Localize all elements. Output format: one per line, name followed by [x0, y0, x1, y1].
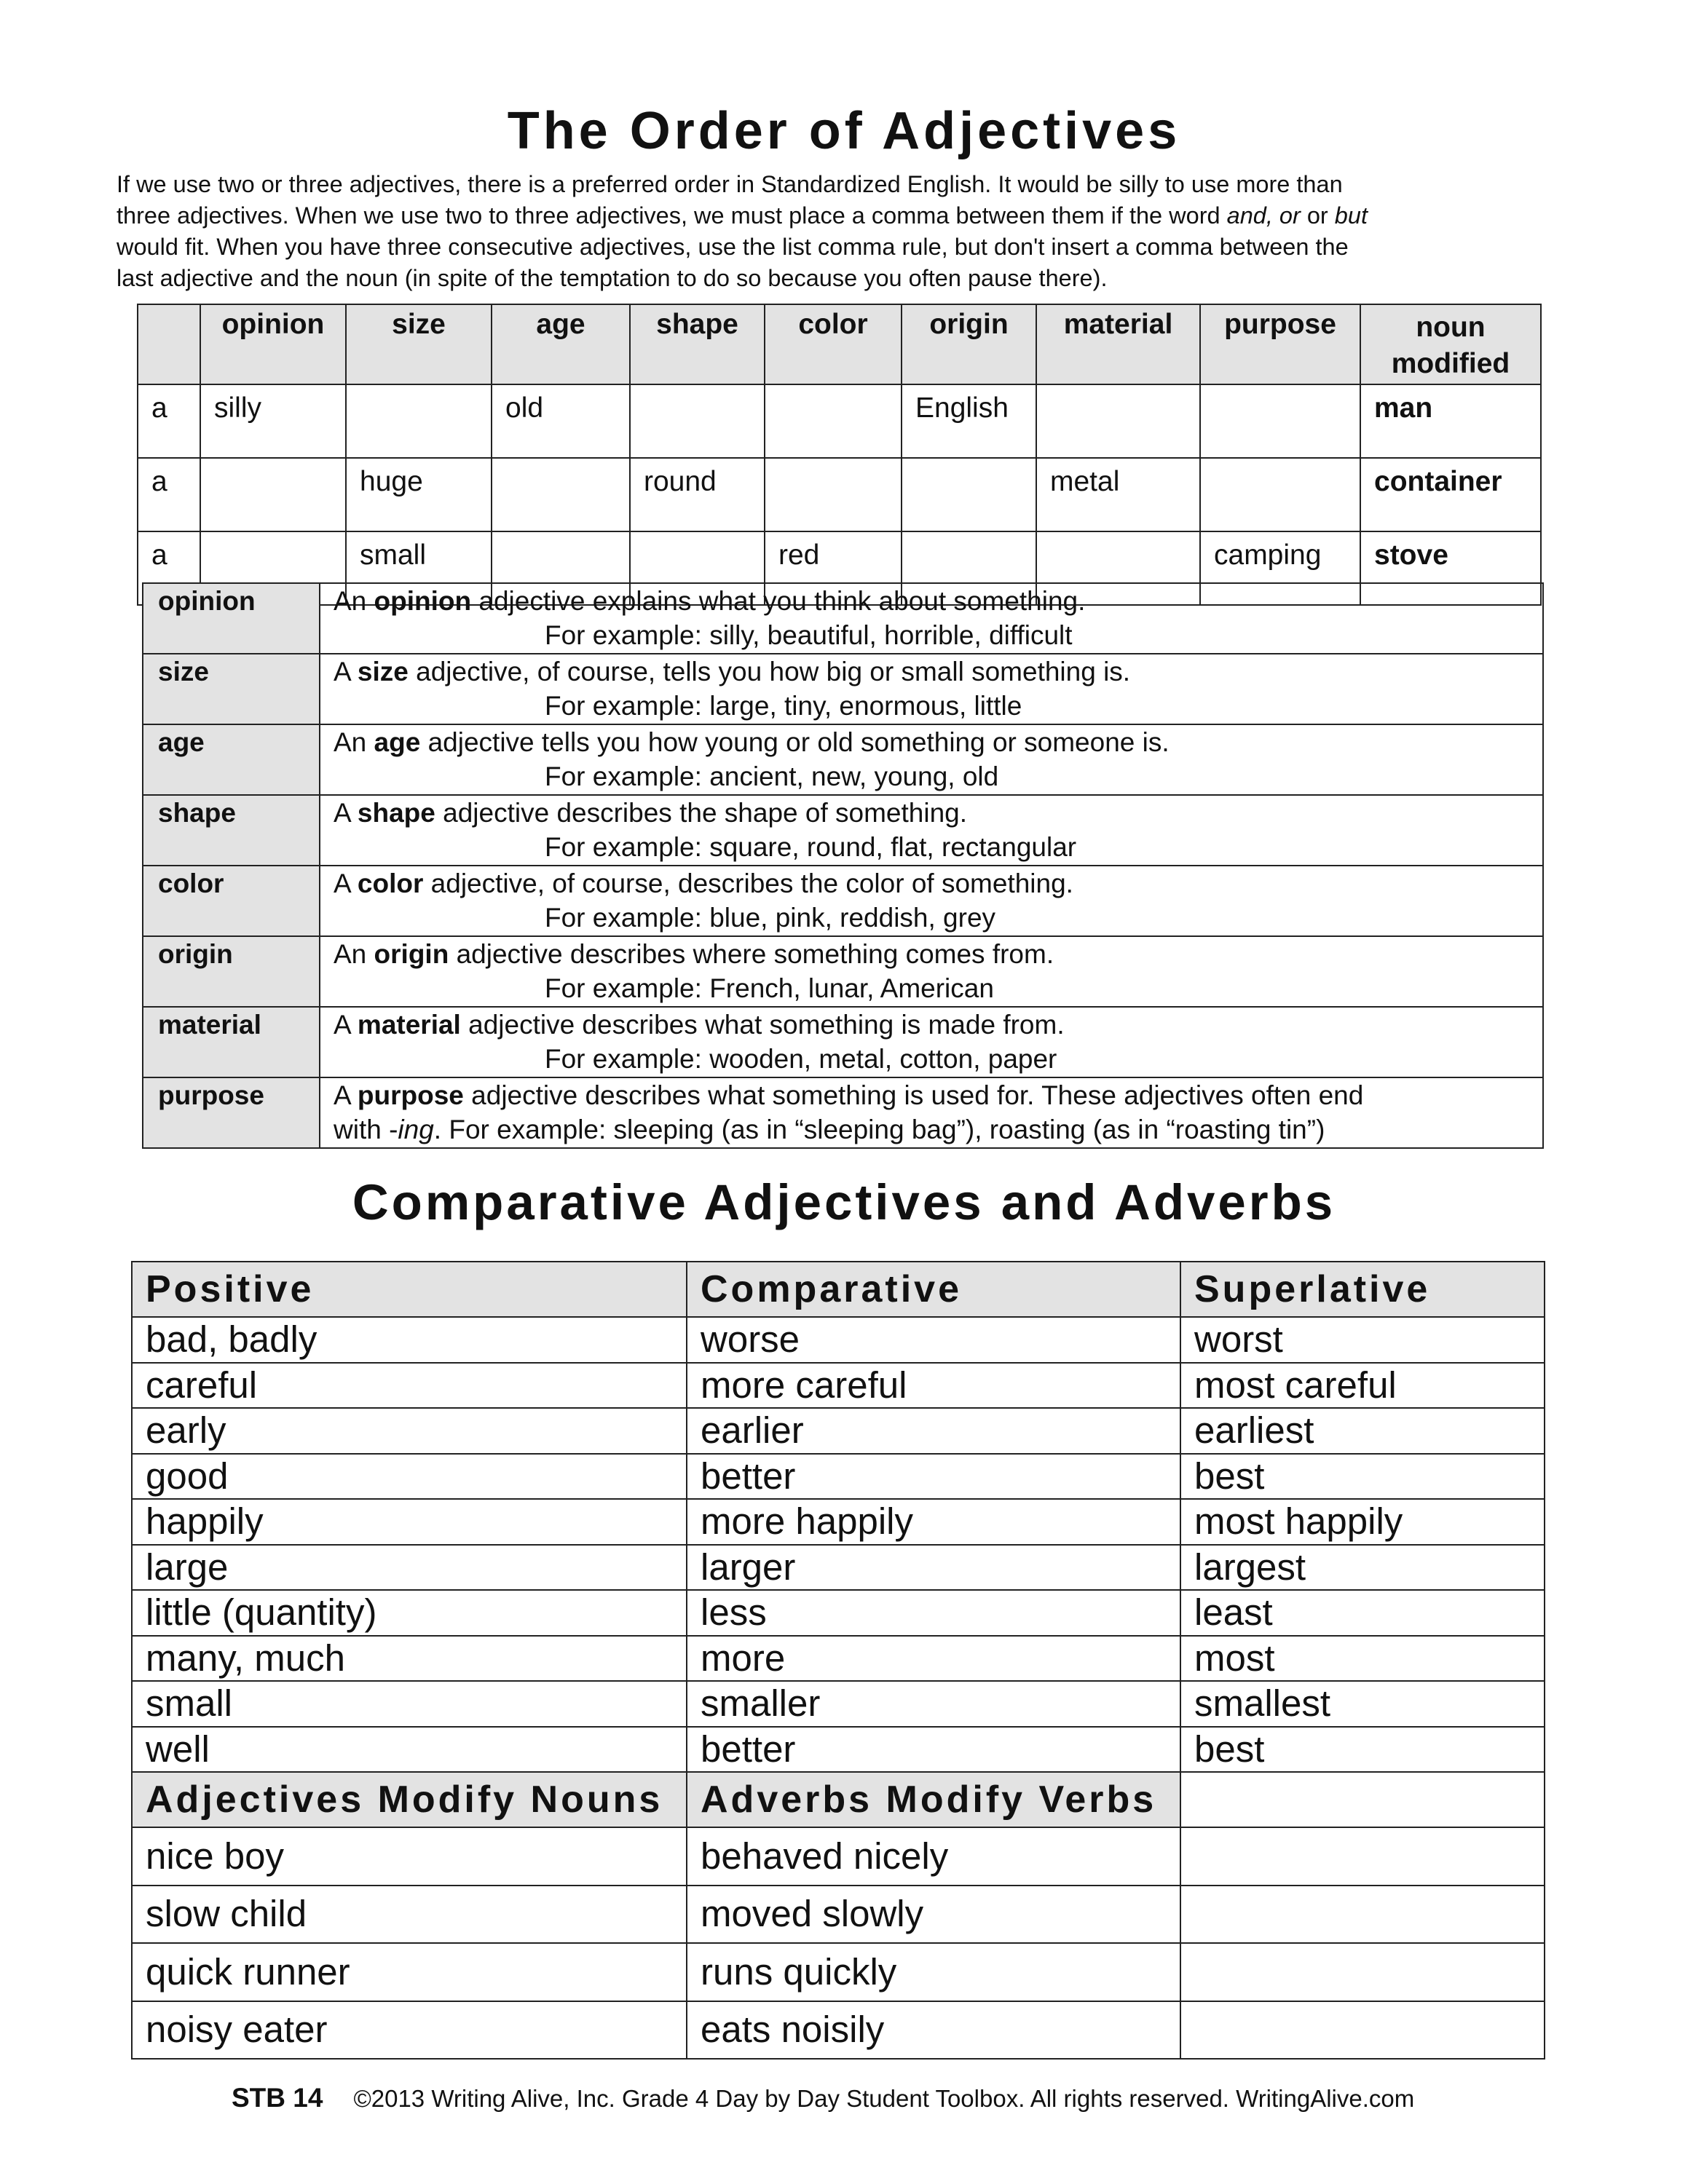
- comparative-row: [132, 1545, 1545, 1591]
- comparative-cell: smaller: [687, 1681, 1180, 1727]
- order-cell: English: [902, 384, 1036, 458]
- order-cell: camping: [1200, 531, 1360, 605]
- order-header-purpose: purpose: [1200, 304, 1360, 384]
- definition-row: [143, 583, 1543, 654]
- comparative-row: [132, 1590, 1545, 1636]
- intro-italic-and-or: and, or: [1226, 202, 1301, 229]
- definition-word: origin: [374, 939, 449, 969]
- definition-word: purpose: [357, 1080, 464, 1110]
- header-comparative: Comparative: [687, 1262, 1180, 1317]
- definition-example: For example: wooden, metal, cotton, paper: [545, 1044, 1057, 1074]
- definition-row: [143, 1007, 1543, 1077]
- definition-pre: A: [334, 657, 358, 687]
- adjective-definitions-table: [142, 582, 1544, 1149]
- comparative-row: [132, 1363, 1545, 1409]
- definition-row: [143, 866, 1543, 936]
- definition-pre: A: [334, 798, 358, 828]
- intro-line-1: If we use two or three adjectives, there is a preferred order in Standardized English. It would be silly to use more than: [117, 171, 1343, 197]
- definition-line2-italic: ing: [398, 1115, 434, 1144]
- comparative-cell: more careful: [687, 1363, 1180, 1409]
- header-adverbs-modify-verbs: Adverbs Modify Verbs: [687, 1772, 1180, 1827]
- comparative-cell: worse: [687, 1317, 1180, 1363]
- order-cell: [200, 458, 346, 531]
- comparative-row: [132, 1727, 1545, 1773]
- definition-pre: An: [334, 939, 374, 969]
- order-cell: [492, 458, 630, 531]
- definition-text: [320, 583, 1543, 654]
- order-row: [138, 458, 1541, 531]
- adverb-example: behaved nicely: [687, 1827, 1180, 1886]
- order-cell: round: [630, 458, 765, 531]
- comparative-cell: less: [687, 1590, 1180, 1636]
- definition-text: [320, 936, 1543, 1007]
- order-header-shape: shape: [630, 304, 765, 384]
- page-footer: [232, 2082, 1414, 2115]
- order-header-color: color: [765, 304, 902, 384]
- order-cell-noun: container: [1360, 458, 1541, 531]
- empty-cell: [1180, 1886, 1545, 1944]
- order-cell: [902, 458, 1036, 531]
- comparative-table: [131, 1261, 1545, 2060]
- order-cell: [1200, 384, 1360, 458]
- intro-line-4: last adjective and the noun (in spite of the temptation to do so because you often pause there).: [117, 265, 1108, 291]
- comparative-cell: more happily: [687, 1499, 1180, 1545]
- definition-category: shape: [143, 795, 320, 866]
- adverb-example: runs quickly: [687, 1943, 1180, 2001]
- positive-cell: early: [132, 1408, 687, 1454]
- comparative-header-row: [132, 1262, 1545, 1317]
- definition-text: [320, 1077, 1543, 1148]
- modify-example-row: [132, 2001, 1545, 2060]
- definition-word: material: [357, 1010, 461, 1040]
- definition-text: [320, 1007, 1543, 1077]
- page-number: STB 14: [232, 2083, 323, 2113]
- definition-post: adjective, of course, tells you how big or small something is.: [408, 657, 1131, 687]
- definition-post: adjective explains what you think about something.: [471, 586, 1086, 616]
- intro-line-2: [117, 200, 1580, 232]
- definition-row: [143, 1077, 1543, 1148]
- adjective-example: nice boy: [132, 1827, 687, 1886]
- superlative-cell: earliest: [1180, 1408, 1545, 1454]
- definition-example: For example: French, lunar, American: [545, 973, 994, 1003]
- copyright-text: ©2013 Writing Alive, Inc. Grade 4 Day by Day Student Toolbox. All rights reserved. WritingAlive.com: [353, 2085, 1415, 2112]
- positive-cell: small: [132, 1681, 687, 1727]
- comparative-row: [132, 1636, 1545, 1682]
- order-cell: [765, 458, 902, 531]
- definition-word: color: [357, 869, 424, 898]
- order-header-article: [138, 304, 200, 384]
- adjective-order-table: [137, 304, 1542, 606]
- order-cell-noun: stove: [1360, 531, 1541, 605]
- positive-cell: bad, badly: [132, 1317, 687, 1363]
- order-cell: huge: [346, 458, 492, 531]
- definition-post: adjective tells you how young or old something or someone is.: [420, 727, 1170, 757]
- order-header-age: age: [492, 304, 630, 384]
- superlative-cell: best: [1180, 1727, 1545, 1773]
- comparative-cell: more: [687, 1636, 1180, 1682]
- order-row: [138, 384, 1541, 458]
- definition-text: [320, 795, 1543, 866]
- definition-text: [320, 724, 1543, 795]
- comparative-cell: earlier: [687, 1408, 1180, 1454]
- definition-pre: An: [334, 727, 374, 757]
- empty-cell: [1180, 1827, 1545, 1886]
- definition-example: For example: large, tiny, enormous, little: [545, 691, 1022, 721]
- order-cell: [1200, 458, 1360, 531]
- superlative-cell: worst: [1180, 1317, 1545, 1363]
- comparative-row: [132, 1454, 1545, 1500]
- definition-category: size: [143, 654, 320, 724]
- order-cell: [765, 384, 902, 458]
- definition-word: size: [357, 657, 409, 687]
- adjective-example: slow child: [132, 1886, 687, 1944]
- definition-row: [143, 795, 1543, 866]
- order-cell: a: [138, 458, 200, 531]
- empty-cell: [1180, 1772, 1545, 1827]
- definition-example: For example: blue, pink, reddish, grey: [545, 903, 996, 933]
- definition-word: age: [374, 727, 421, 757]
- empty-cell: [1180, 2001, 1545, 2060]
- comparative-cell: better: [687, 1727, 1180, 1773]
- section-title-comparative: Comparative Adjectives and Adverbs: [352, 1174, 1336, 1230]
- definition-pre: A: [334, 1080, 358, 1110]
- adjective-example: quick runner: [132, 1943, 687, 2001]
- order-header-opinion: opinion: [200, 304, 346, 384]
- definition-category: opinion: [143, 583, 320, 654]
- intro-line-2-text: three adjectives. When we use two to three adjectives, we must place a comma between them if the word: [117, 202, 1227, 229]
- positive-cell: well: [132, 1727, 687, 1773]
- modify-example-row: [132, 1886, 1545, 1944]
- positive-cell: many, much: [132, 1636, 687, 1682]
- definition-category: purpose: [143, 1077, 320, 1148]
- definition-pre: An: [334, 586, 374, 616]
- page-title: The Order of Adjectives: [507, 102, 1181, 160]
- definition-row: [143, 936, 1543, 1007]
- superlative-cell: most: [1180, 1636, 1545, 1682]
- order-header-origin: origin: [902, 304, 1036, 384]
- definition-category: material: [143, 1007, 320, 1077]
- definition-category: color: [143, 866, 320, 936]
- definition-line2-pre: with -: [334, 1115, 398, 1144]
- superlative-cell: best: [1180, 1454, 1545, 1500]
- order-cell: [1036, 384, 1200, 458]
- definition-example: For example: ancient, new, young, old: [545, 761, 999, 791]
- definition-pre: A: [334, 1010, 358, 1040]
- definition-example: For example: square, round, flat, rectangular: [545, 832, 1077, 862]
- definition-word: shape: [357, 798, 435, 828]
- superlative-cell: least: [1180, 1590, 1545, 1636]
- comparative-row: [132, 1681, 1545, 1727]
- definition-post: adjective describes what something is made from.: [460, 1010, 1065, 1040]
- empty-cell: [1180, 1943, 1545, 2001]
- positive-cell: good: [132, 1454, 687, 1500]
- definition-row: [143, 654, 1543, 724]
- modify-example-row: [132, 1827, 1545, 1886]
- order-cell: red: [765, 531, 902, 605]
- positive-cell: happily: [132, 1499, 687, 1545]
- order-cell: [630, 384, 765, 458]
- definition-line2-post: . For example: sleeping (as in “sleeping bag”), roasting (as in “roasting tin”): [433, 1115, 1325, 1144]
- definition-row: [143, 724, 1543, 795]
- modify-example-row: [132, 1943, 1545, 2001]
- order-cell: small: [346, 531, 492, 605]
- comparative-row: [132, 1499, 1545, 1545]
- definition-post: adjective, of course, describes the color of something.: [423, 869, 1073, 898]
- comparative-cell: better: [687, 1454, 1180, 1500]
- order-cell: silly: [200, 384, 346, 458]
- positive-cell: careful: [132, 1363, 687, 1409]
- order-header-noun: noun modified: [1360, 304, 1541, 384]
- superlative-cell: most happily: [1180, 1499, 1545, 1545]
- header-adjectives-modify-nouns: Adjectives Modify Nouns: [132, 1772, 687, 1827]
- definition-example: For example: silly, beautiful, horrible, difficult: [545, 620, 1073, 650]
- order-header-material: material: [1036, 304, 1200, 384]
- definition-post: adjective describes where something comes from.: [449, 939, 1054, 969]
- modify-header-row: [132, 1772, 1545, 1827]
- order-cell: a: [138, 531, 200, 605]
- order-cell: old: [492, 384, 630, 458]
- adverb-example: moved slowly: [687, 1886, 1180, 1944]
- definition-post: adjective describes what something is used for. These adjectives often end: [463, 1080, 1364, 1110]
- order-header-row: [138, 304, 1541, 384]
- definition-pre: A: [334, 869, 358, 898]
- adjective-example: noisy eater: [132, 2001, 687, 2060]
- positive-cell: large: [132, 1545, 687, 1591]
- definition-text: [320, 866, 1543, 936]
- header-positive: Positive: [132, 1262, 687, 1317]
- positive-cell: little (quantity): [132, 1590, 687, 1636]
- definition-post: adjective describes the shape of something.: [435, 798, 968, 828]
- intro-line-3: would fit. When you have three consecutive adjectives, use the list comma rule, but don't insert a comma between the: [117, 234, 1349, 260]
- superlative-cell: most careful: [1180, 1363, 1545, 1409]
- definition-text: [320, 654, 1543, 724]
- intro-paragraph: [117, 169, 1580, 294]
- header-superlative: Superlative: [1180, 1262, 1545, 1317]
- adverb-example: eats noisily: [687, 2001, 1180, 2060]
- order-cell-noun: man: [1360, 384, 1541, 458]
- comparative-cell: larger: [687, 1545, 1180, 1591]
- definition-category: origin: [143, 936, 320, 1007]
- order-cell: [346, 384, 492, 458]
- order-cell: a: [138, 384, 200, 458]
- order-header-size: size: [346, 304, 492, 384]
- definition-category: age: [143, 724, 320, 795]
- comparative-row: [132, 1317, 1545, 1363]
- superlative-cell: largest: [1180, 1545, 1545, 1591]
- intro-or-word: or: [1300, 202, 1335, 229]
- comparative-row: [132, 1408, 1545, 1454]
- definition-word: opinion: [374, 586, 472, 616]
- order-cell: metal: [1036, 458, 1200, 531]
- intro-italic-but: but: [1334, 202, 1368, 229]
- superlative-cell: smallest: [1180, 1681, 1545, 1727]
